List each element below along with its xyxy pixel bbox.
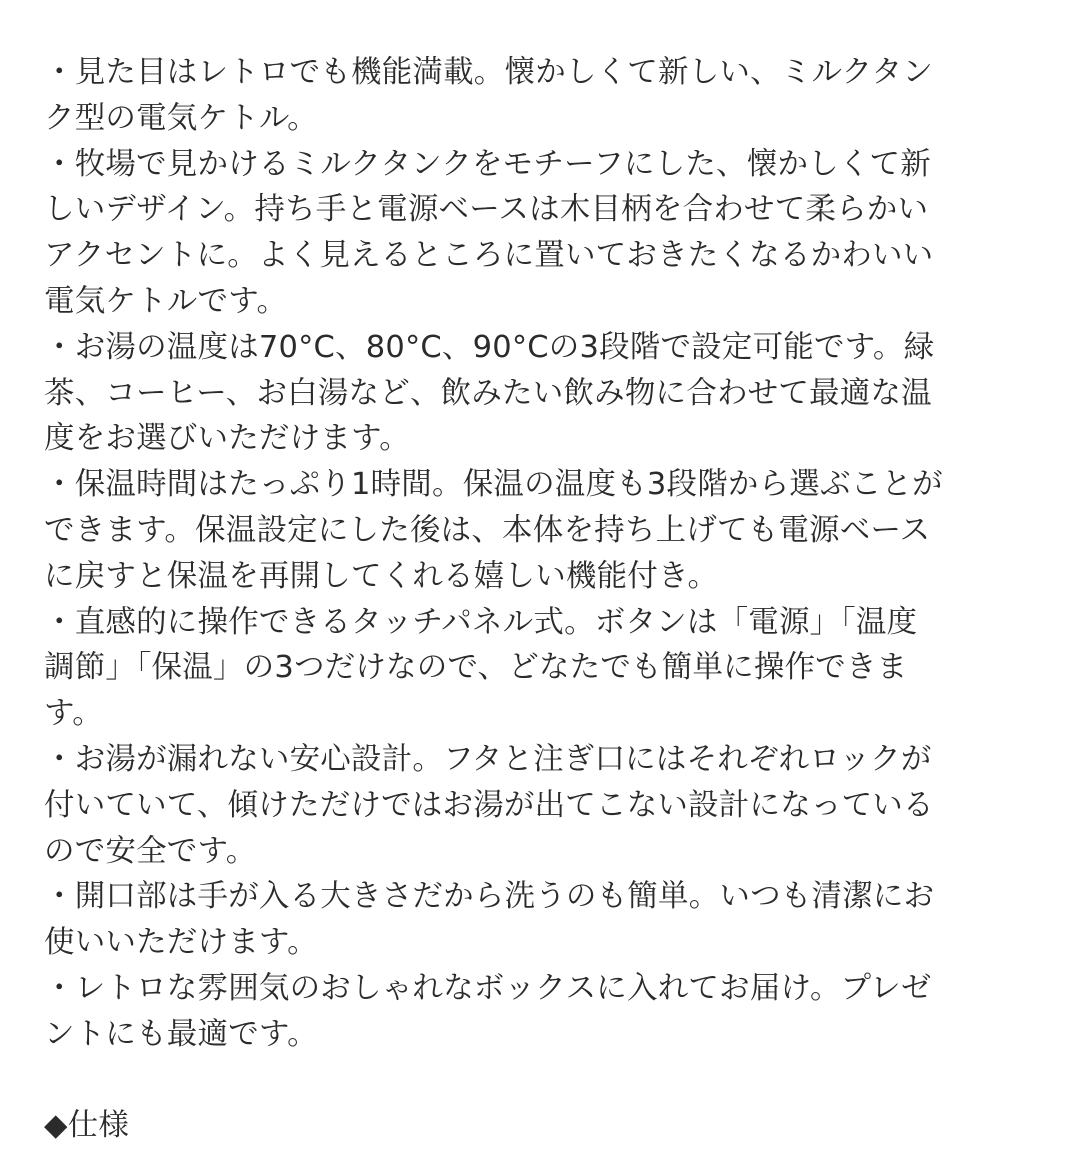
text-line: ・保温時間はたっぷり1時間。保温の温度も3段階から選ぶことが <box>44 467 943 503</box>
text-line: できます。保温設定にした後は、本体を持ち上げても電源ベース <box>44 512 931 548</box>
feature-bullet-leak-proof <box>44 737 1044 874</box>
text-line: 茶、コーヒー、お白湯など、飲みたい飲み物に合わせて最適な温 <box>44 375 932 411</box>
feature-bullet-touch-panel <box>44 600 1044 737</box>
specifications-heading <box>44 1103 1044 1149</box>
text-line: に戻すと保温を再開してくれる嬉しい機能付き。 <box>44 558 719 594</box>
text-line: ・開口部は手が入る大きさだから洗うのも簡単。いつも清潔にお <box>44 879 935 915</box>
text-line: しいデザイン。持ち手と電源ベースは木目柄を合わせて柔らかい <box>44 192 929 228</box>
feature-bullet-retro-design <box>44 50 1044 142</box>
text-line: ・牧場で見かけるミルクタンクをモチーフにした、懐かしくて新 <box>44 146 931 182</box>
text-line: 付いていて、傾けただけではお湯が出てこない設計になっている <box>44 787 934 823</box>
product-description <box>44 50 1044 1149</box>
text-line: す。 <box>44 696 103 732</box>
text-line: 使いいただけます。 <box>44 925 318 961</box>
section-heading-text: ◆仕様 <box>44 1108 130 1144</box>
feature-bullet-temperature-settings <box>44 325 1044 462</box>
text-line: ので安全です。 <box>44 833 257 869</box>
text-line: ク型の電気ケトル。 <box>44 100 318 136</box>
feature-bullet-gift-box <box>44 966 1044 1058</box>
text-line: ントにも最適です。 <box>44 1016 318 1052</box>
text-line: 度をお選びいただけます。 <box>44 421 410 457</box>
text-line: ・お湯が漏れない安心設計。フタと注ぎ口にはそれぞれロックが <box>44 741 932 777</box>
text-line: 電気ケトルです。 <box>44 283 288 319</box>
feature-bullet-keep-warm <box>44 462 1044 599</box>
text-line: ・お湯の温度は70°C、80°C、90°Cの3段階で設定可能です。緑 <box>44 329 935 365</box>
feature-bullet-milk-tank-motif <box>44 142 1044 325</box>
text-line: ・見た目はレトロでも機能満載。懐かしくて新しい、ミルクタン <box>44 55 934 90</box>
text-line: ・直感的に操作できるタッチパネル式。ボタンは「電源」「温度 <box>44 604 918 640</box>
text-line: アクセントに。よく見えるところに置いておきたくなるかわいい <box>44 238 934 274</box>
text-line: ・レトロな雰囲気のおしゃれなボックスに入れてお届け。プレゼ <box>44 970 932 1006</box>
feature-bullet-easy-clean <box>44 874 1044 966</box>
text-line: 調節」「保温」の3つだけなので、どなたでも簡単に操作できま <box>44 650 908 686</box>
